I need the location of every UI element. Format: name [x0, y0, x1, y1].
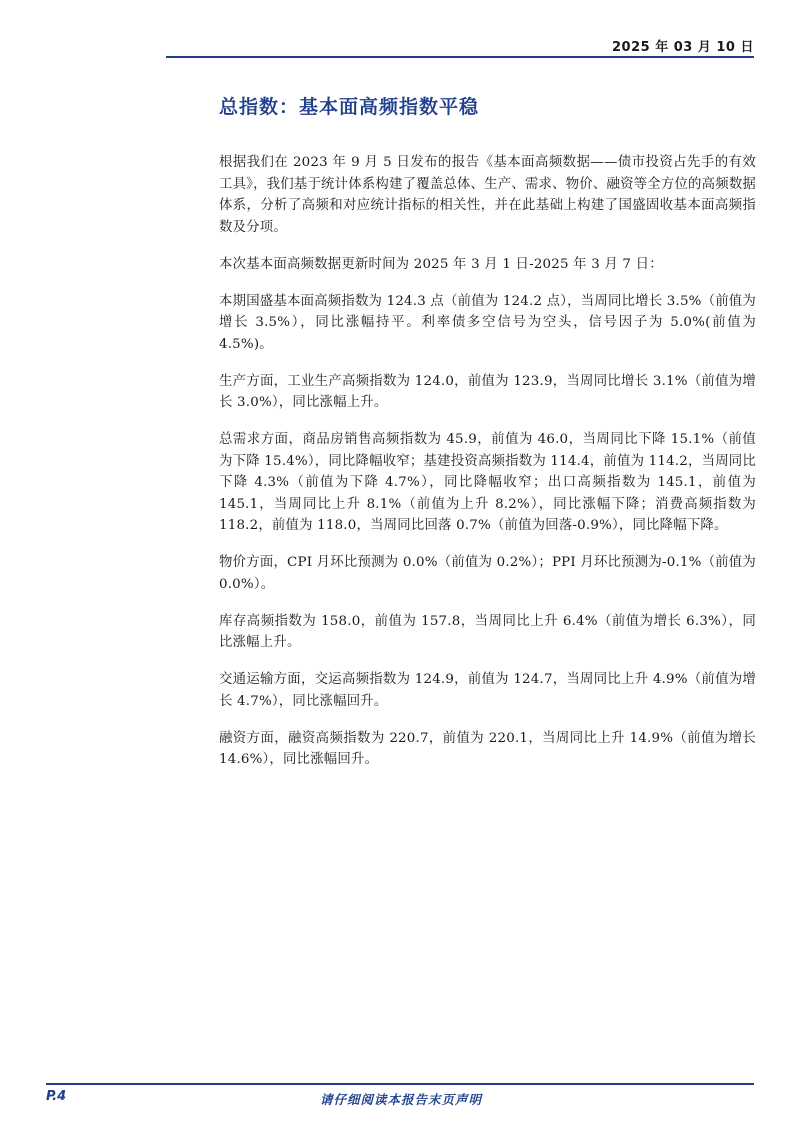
paragraph-update-period: 本次基本面高频数据更新时间为 2025 年 3 月 1 日-2025 年 3 月 7 日：	[219, 256, 663, 272]
footer-divider	[46, 1083, 754, 1085]
section-title: 总指数：基本面高频指数平稳	[219, 96, 480, 118]
paragraph-overall-index: 本期国盛基本面高频指数为 124.3 点（前值为 124.2 点），当周同比增长 3.5%（前值为增长 3.5%），同比涨幅持平。利率债多空信号为空头，信号因子为 5.0%(前值为 4.5%)。	[219, 293, 756, 352]
body-content	[219, 152, 756, 786]
paragraph-demand: 总需求方面，商品房销售高频指数为 45.9，前值为 46.0，当周同比下降 15.1%（前值为下降 15.4%），同比降幅收窄；基建投资高频指数为 114.4，前值为 114.2，当周同比下降 4.3%（前值为下降 4.7%），同比降幅收窄；出口高频指数为 145.1，前值为 145.1，当周同比上升 8.1%（前值为上升 8.2%），同比涨幅下降；消费高频指数为 118.2，前值为 118.0，当周同比回落 0.7%（前值为回落-0.9%），同比降幅下降。	[219, 432, 756, 533]
paragraph-transport: 交通运输方面，交运高频指数为 124.9，前值为 124.7，当周同比上升 4.9%（前值为增长 4.7%），同比涨幅回升。	[219, 672, 756, 709]
page-number: P.4	[46, 1089, 67, 1104]
paragraph-financing: 融资方面，融资高频指数为 220.7，前值为 220.1，当周同比上升 14.9%（前值为增长 14.6%），同比涨幅回升。	[219, 730, 756, 767]
paragraph-prices: 物价方面，CPI 月环比预测为 0.0%（前值为 0.2%）；PPI 月环比预测为-0.1%（前值为 0.0%）。	[219, 555, 756, 592]
paragraph-inventory: 库存高频指数为 158.0，前值为 157.8，当周同比上升 6.4%（前值为增长 6.3%），同比涨幅上升。	[219, 613, 756, 650]
disclaimer-note: 请仔细阅读本报告末页声明	[319, 1092, 482, 1107]
paragraph-intro: 根据我们在 2023 年 9 月 5 日发布的报告《基本面高频数据——债市投资占先手的有效工具》，我们基于统计体系构建了覆盖总体、生产、需求、物价、融资等全方位的高频数据体系，分析了高频和对应统计指标的相关性，并在此基础上构建了国盛固收基本面高频指数及分项。	[219, 155, 756, 235]
report-date: 2025 年 03 月 10 日	[612, 40, 754, 55]
header-divider	[166, 56, 754, 58]
paragraph-production: 生产方面，工业生产高频指数为 124.0，前值为 123.9，当周同比增长 3.1%（前值为增长 3.0%），同比涨幅上升。	[219, 373, 756, 410]
